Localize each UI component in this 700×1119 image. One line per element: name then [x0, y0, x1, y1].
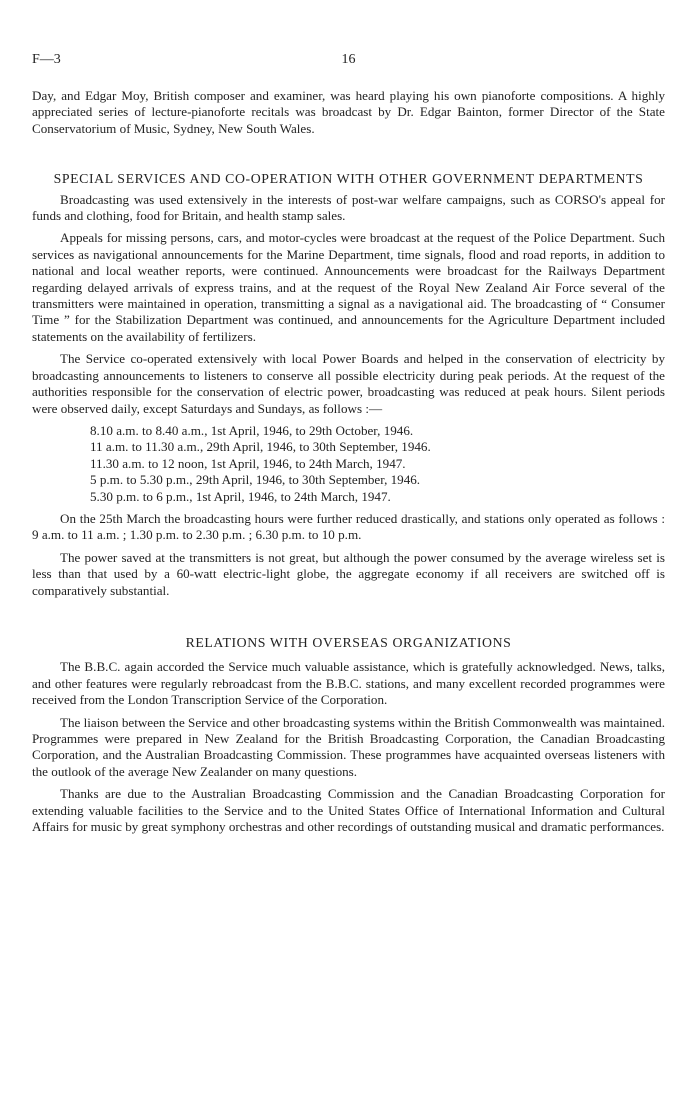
- paragraph: The Service co-operated extensively with local Power Boards and helped in the conservation of electricity by broadcasting announcements to listeners to conserve all possible electricity during peak periods. At the request of the authorities responsible for the conservation of electric power, broadcasting was reduced at peak hours. Silent periods were observed daily, except Saturdays and Sundays, as follows :—: [32, 351, 665, 416]
- intro-paragraph: Day, and Edgar Moy, British composer and examiner, was heard playing his own pianoforte compositions. A highly appreciated series of lecture-pianoforte recitals was broadcast by Dr. Edgar Bainton, former Director of the State Conservatorium of Music, Sydney, New South Wales.: [32, 88, 665, 136]
- paragraph: The liaison between the Service and other broadcasting systems within the British Commonwealth was maintained. Programmes were prepared in New Zealand for the British Broadcasting Corporation, the Canadian Broadcasting Corporation, and the Australian Broadcasting Commission. These programmes have acquainted overseas listeners with the outlook of the average New Zealander on many questions.: [32, 714, 665, 779]
- paragraph: The B.B.C. again accorded the Service much valuable assistance, which is gratefully acknowledged. News, talks, and other features were regularly rebroadcast from the B.B.C. stations, and many excellent recorded programmes were received from the London Transcription Service of the Corporation.: [32, 659, 665, 708]
- silent-periods-list: [32, 423, 665, 505]
- list-item: 11.30 a.m. to 12 noon, 1st April, 1946, to 24th March, 1947.: [90, 455, 406, 471]
- document-reference: F—3: [32, 52, 61, 67]
- list-item: 11 a.m. to 11.30 a.m., 29th April, 1946, to 30th September, 1946.: [90, 439, 431, 455]
- list-item: 5 p.m. to 5.30 p.m., 29th April, 1946, to 30th September, 1946.: [90, 472, 421, 488]
- section-heading-special-services: SPECIAL SERVICES AND CO-OPERATION WITH OTHER GOVERNMENT DEPARTMENTS: [53, 171, 644, 187]
- paragraph: The power saved at the transmitters is not great, but although the power consumed by the average wireless set is less than that used by a 60-watt electric-light globe, the aggregate economy if all receivers are switched off is comparatively substantial.: [32, 549, 665, 598]
- paragraph: On the 25th March the broadcasting hours were further reduced drastically, and stations only operated as follows : 9 a.m. to 11 a.m. ; 1.30 p.m. to 2.30 p.m. ; 6.30 p.m. to 10 p.m.: [32, 510, 665, 543]
- section-spacer: [32, 143, 665, 171]
- paragraph: Appeals for missing persons, cars, and motor-cycles were broadcast at the request of the Police Department. Such services as navigational announcements for the Marine Department, time signals, flood and road reports, in addition to national and local weather reports, were continued. Announcements were broadcast for the Railways Department regarding delayed arrivals of express trains, and at the request of the Royal New Zealand Air Force several of the transmitters were maintained in operation, transmitting a signal as a navigational aid. The broadcasting of “ Consumer Time ” for the Stabilization Department was continued, and announcements for the Agriculture Department included statements on the availability of fertilizers.: [32, 230, 665, 344]
- section-heading-overseas: RELATIONS WITH OVERSEAS ORGANIZATIONS: [185, 634, 512, 650]
- paragraph: Thanks are due to the Australian Broadcasting Commission and the Canadian Broadcasting Corporation for extending valuable facilities to the Service and to the United States Office of International Information and Cultural Affairs for music by great symphony orchestras and other recordings of outstanding musical and dramatic performances.: [32, 786, 665, 835]
- page-header: [32, 52, 665, 72]
- list-item: 5.30 p.m. to 6 p.m., 1st April, 1946, to 24th March, 1947.: [90, 488, 391, 504]
- document-body: [32, 88, 665, 841]
- paragraph: Broadcasting was used extensively in the interests of post-war welfare campaigns, such as CORSO's appeal for funds and clothing, food for Britain, and health stamp sales.: [32, 191, 665, 224]
- list-item: 8.10 a.m. to 8.40 a.m., 1st April, 1946, to 29th October, 1946.: [90, 422, 414, 438]
- page-number: 16: [341, 52, 356, 67]
- section-spacer: [32, 605, 665, 635]
